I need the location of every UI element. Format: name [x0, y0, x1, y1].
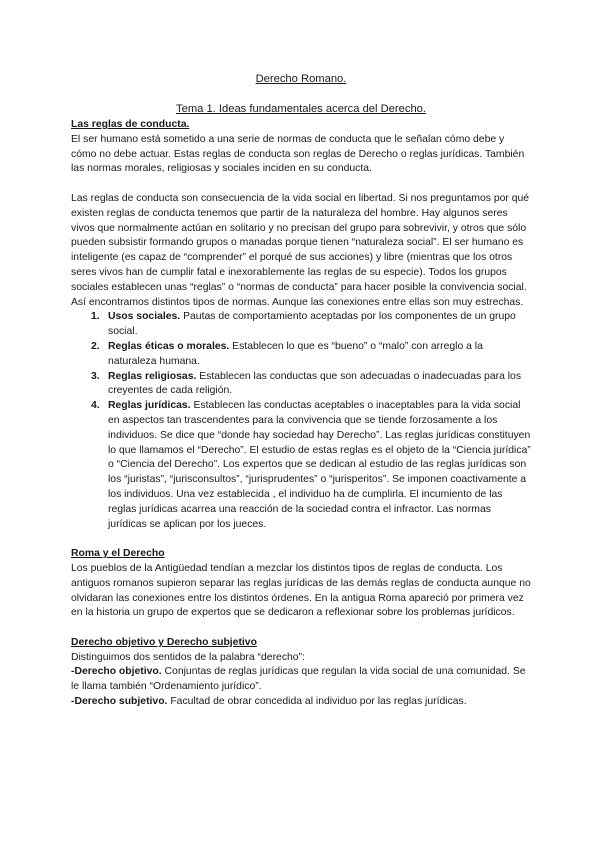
list-number: 2.	[91, 340, 100, 352]
paragraph: Así encontramos distintos tipos de normas. Aunque las conexiones entre ellas son muy estrechas.	[71, 296, 524, 308]
list-item	[91, 310, 531, 340]
definition-term: -Derecho subjetivo.	[71, 696, 168, 708]
definition-term: -Derecho objetivo.	[71, 666, 162, 678]
list-item	[91, 399, 531, 532]
norm-types-list	[71, 310, 531, 532]
definition-text: Facultad de obrar concedida al individuo por las reglas jurídicas.	[167, 696, 467, 708]
section-roma-y-el-derecho	[71, 547, 531, 621]
list-term: Reglas jurídicas.	[108, 400, 191, 412]
topic-title: Tema 1. Ideas fundamentales acerca del Derecho.	[176, 103, 426, 115]
list-term: Usos sociales.	[108, 311, 181, 323]
section-heading-roma: Roma y el Derecho	[71, 548, 165, 560]
document-title: Derecho Romano.	[255, 73, 347, 85]
definition-objetivo	[71, 665, 531, 695]
list-item	[91, 370, 531, 400]
section-heading-reglas: Las reglas de conducta.	[71, 119, 190, 130]
paragraph: Los pueblos de la Antigüedad tendían a mezclar los distintos tipos de reglas de conducta. Los antiguos romanos supieron separar las reglas jurídicas de las demás reglas de conducta aunque no olvidaran las conexiones entre los distintos órdenes. En la antigua Roma apareció por primera vez en la historia un grupo de expertos que se dedicaron a reflexionar sobre los problemas jurídicos.	[71, 562, 531, 619]
definition-text: Conjuntas de reglas jurídicas que regulan la vida social de una comunidad. Se le llama también “Ordenamiento jurídico”.	[71, 666, 526, 693]
paragraph: Las reglas de conducta son consecuencia de la vida social en libertad. Si nos preguntamos por qué existen reglas de conducta tenemos que partir de la naturaleza del hombre. Hay algunos seres vivos que normalmente actúan en solitario y no precisan del grupo para sobrevivir, y otros que sólo pueden subsistir formando grupos o manadas porque tienen “naturaleza social”. El ser humano es inteligente (es capaz de “comprender” el porqué de sus acciones) y libre (mientras que los otros seres vivos han de cumplir fatal e inexorablemente las reglas de su especie). Todos los grupos sociales establecen unas “reglas” o “normas de conducta” para hacer posible la convivencia social.	[71, 192, 530, 293]
list-number: 3.	[91, 370, 100, 382]
list-text: Establecen lo que es “bueno” o “malo” con arreglo a la naturaleza humana.	[108, 340, 483, 367]
list-number: 4.	[91, 400, 100, 412]
list-term: Reglas éticas o morales.	[108, 340, 230, 352]
definition-subjetivo	[71, 695, 531, 710]
list-text: Pautas de comportamiento aceptadas por los componentes de un grupo social.	[108, 311, 516, 338]
paragraph: Distinguimos dos sentidos de la palabra “derecho”:	[71, 651, 305, 663]
section-heading-derecho: Derecho objetivo y Derecho subjetivo	[71, 636, 257, 648]
document-page	[71, 72, 531, 710]
section-derecho-objetivo-subjetivo	[71, 636, 531, 710]
list-item	[91, 340, 531, 370]
list-text: Establecen las conductas que son adecuadas o inadecuadas para los creyentes de cada religión.	[108, 370, 522, 397]
list-text: Establecen las conductas aceptables o inaceptables para la vida social en aspectos tan trascendentes para la convivencia que se tiende forzosamente a los individuos. Se dice que “donde hay sociedad hay Derecho”. Las reglas jurídicas constituyen lo que llamamos el “Derecho”. El estudio de estas reglas es el objeto de la “Ciencia jurídica” o “Ciencia del Derecho”. Los expertos que se dedican al estudio de las reglas jurídicas son los “juristas”, “jurisconsultos”, “jurisprudentes” o “jurisperitos”. Se imponen coactivamente a los individuos. Una vez establecida , el individuo ha de cumplirla. El incumiento de las reglas jurídicas acarrea una reacción de la sociedad contra el infractor. Las normas jurídicas se aplican por los jueces.	[108, 400, 531, 530]
list-term: Reglas religiosas.	[108, 370, 197, 382]
list-number: 1.	[91, 311, 100, 323]
section-reglas-de-conducta	[71, 118, 531, 532]
paragraph: El ser humano está sometido a una serie de normas de conducta que le señalan cómo debe y cómo no debe actuar. Estas reglas de conducta son reglas de Derecho o reglas jurídicas. También las normas morales, religiosas y sociales inciden en su conducta.	[71, 133, 525, 175]
